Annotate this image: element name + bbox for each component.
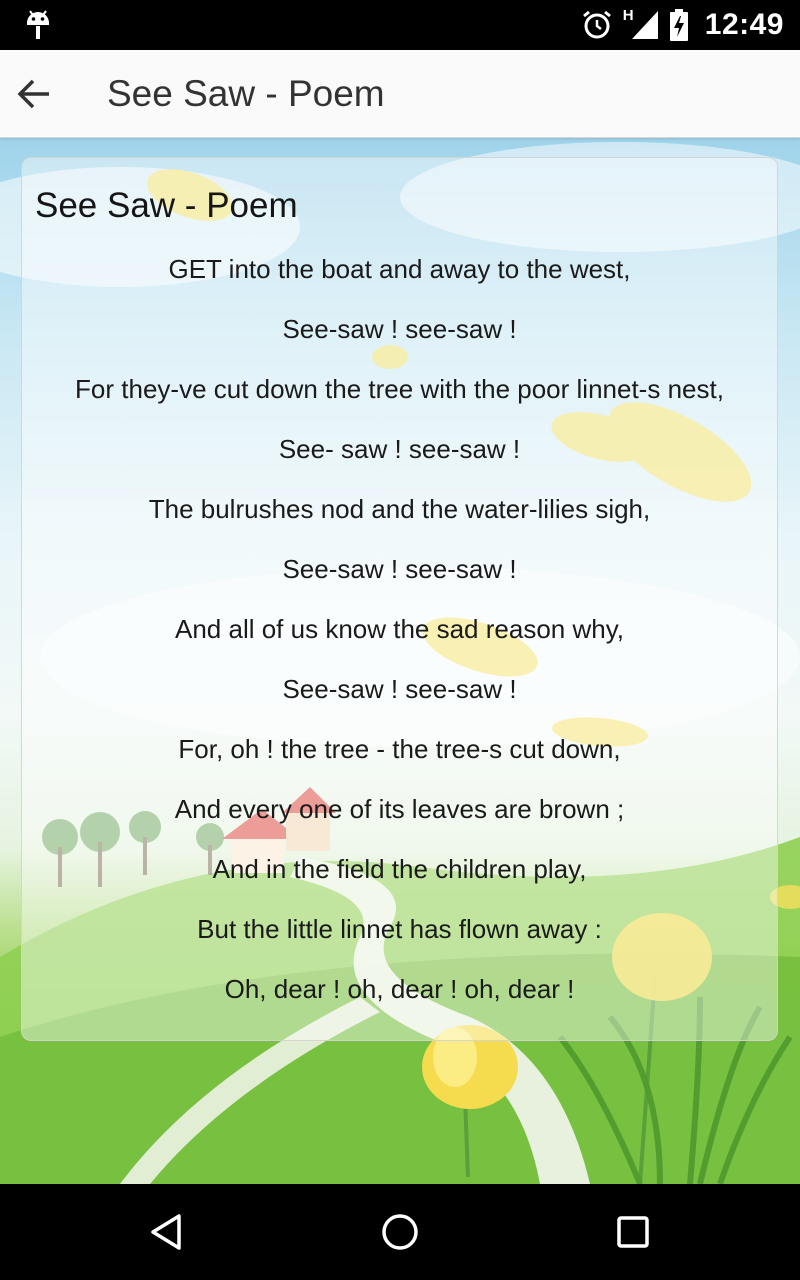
poem-line: For, oh ! the tree - the tree-s cut down,: [178, 734, 621, 764]
poem-line: Oh, dear ! oh, dear ! oh, dear !: [224, 974, 575, 1004]
poem-line: But the little linnet has flown away :: [197, 914, 602, 944]
poem-line: And every one of its leaves are brown ;: [174, 794, 625, 824]
status-bar: [0, 0, 800, 50]
nav-recents-button[interactable]: [609, 1208, 657, 1256]
poem-line: For they-ve cut down the tree with the poor linnet-s nest,: [75, 374, 724, 404]
poem-line: See-saw ! see-saw !: [282, 314, 517, 344]
back-triangle-icon: [147, 1212, 187, 1252]
poem-line: And all of us know the sad reason why,: [175, 614, 624, 644]
navigation-bar: [0, 1184, 800, 1280]
app-bar-title: See Saw - Poem: [107, 73, 385, 114]
poem-lines: [22, 250, 777, 1030]
arrow-back-icon: [16, 76, 52, 112]
app-bar: [0, 50, 800, 138]
alarm-clock-icon: [581, 9, 613, 41]
poem-line: And in the field the children play,: [212, 854, 587, 884]
poem-card: [21, 157, 778, 1041]
nav-back-button[interactable]: [143, 1208, 191, 1256]
poem-line: GET into the boat and away to the west,: [168, 254, 631, 284]
status-time: 12:49: [704, 8, 784, 41]
poem-line: See- saw ! see-saw !: [278, 434, 521, 464]
home-circle-icon: [380, 1212, 420, 1252]
recents-square-icon: [613, 1212, 653, 1252]
network-type-label: H: [622, 7, 634, 24]
poem-line: See-saw ! see-saw !: [282, 674, 517, 704]
signal-icon: [623, 9, 659, 41]
poem-heading: See Saw - Poem: [35, 186, 298, 225]
nav-home-button[interactable]: [376, 1208, 424, 1256]
poem-line: The bulrushes nod and the water-lilies sigh,: [148, 494, 651, 524]
poem-line: See-saw ! see-saw !: [282, 554, 517, 584]
battery-charging-icon: [669, 9, 689, 41]
android-debug-icon: [24, 9, 52, 41]
back-button[interactable]: [10, 70, 58, 118]
